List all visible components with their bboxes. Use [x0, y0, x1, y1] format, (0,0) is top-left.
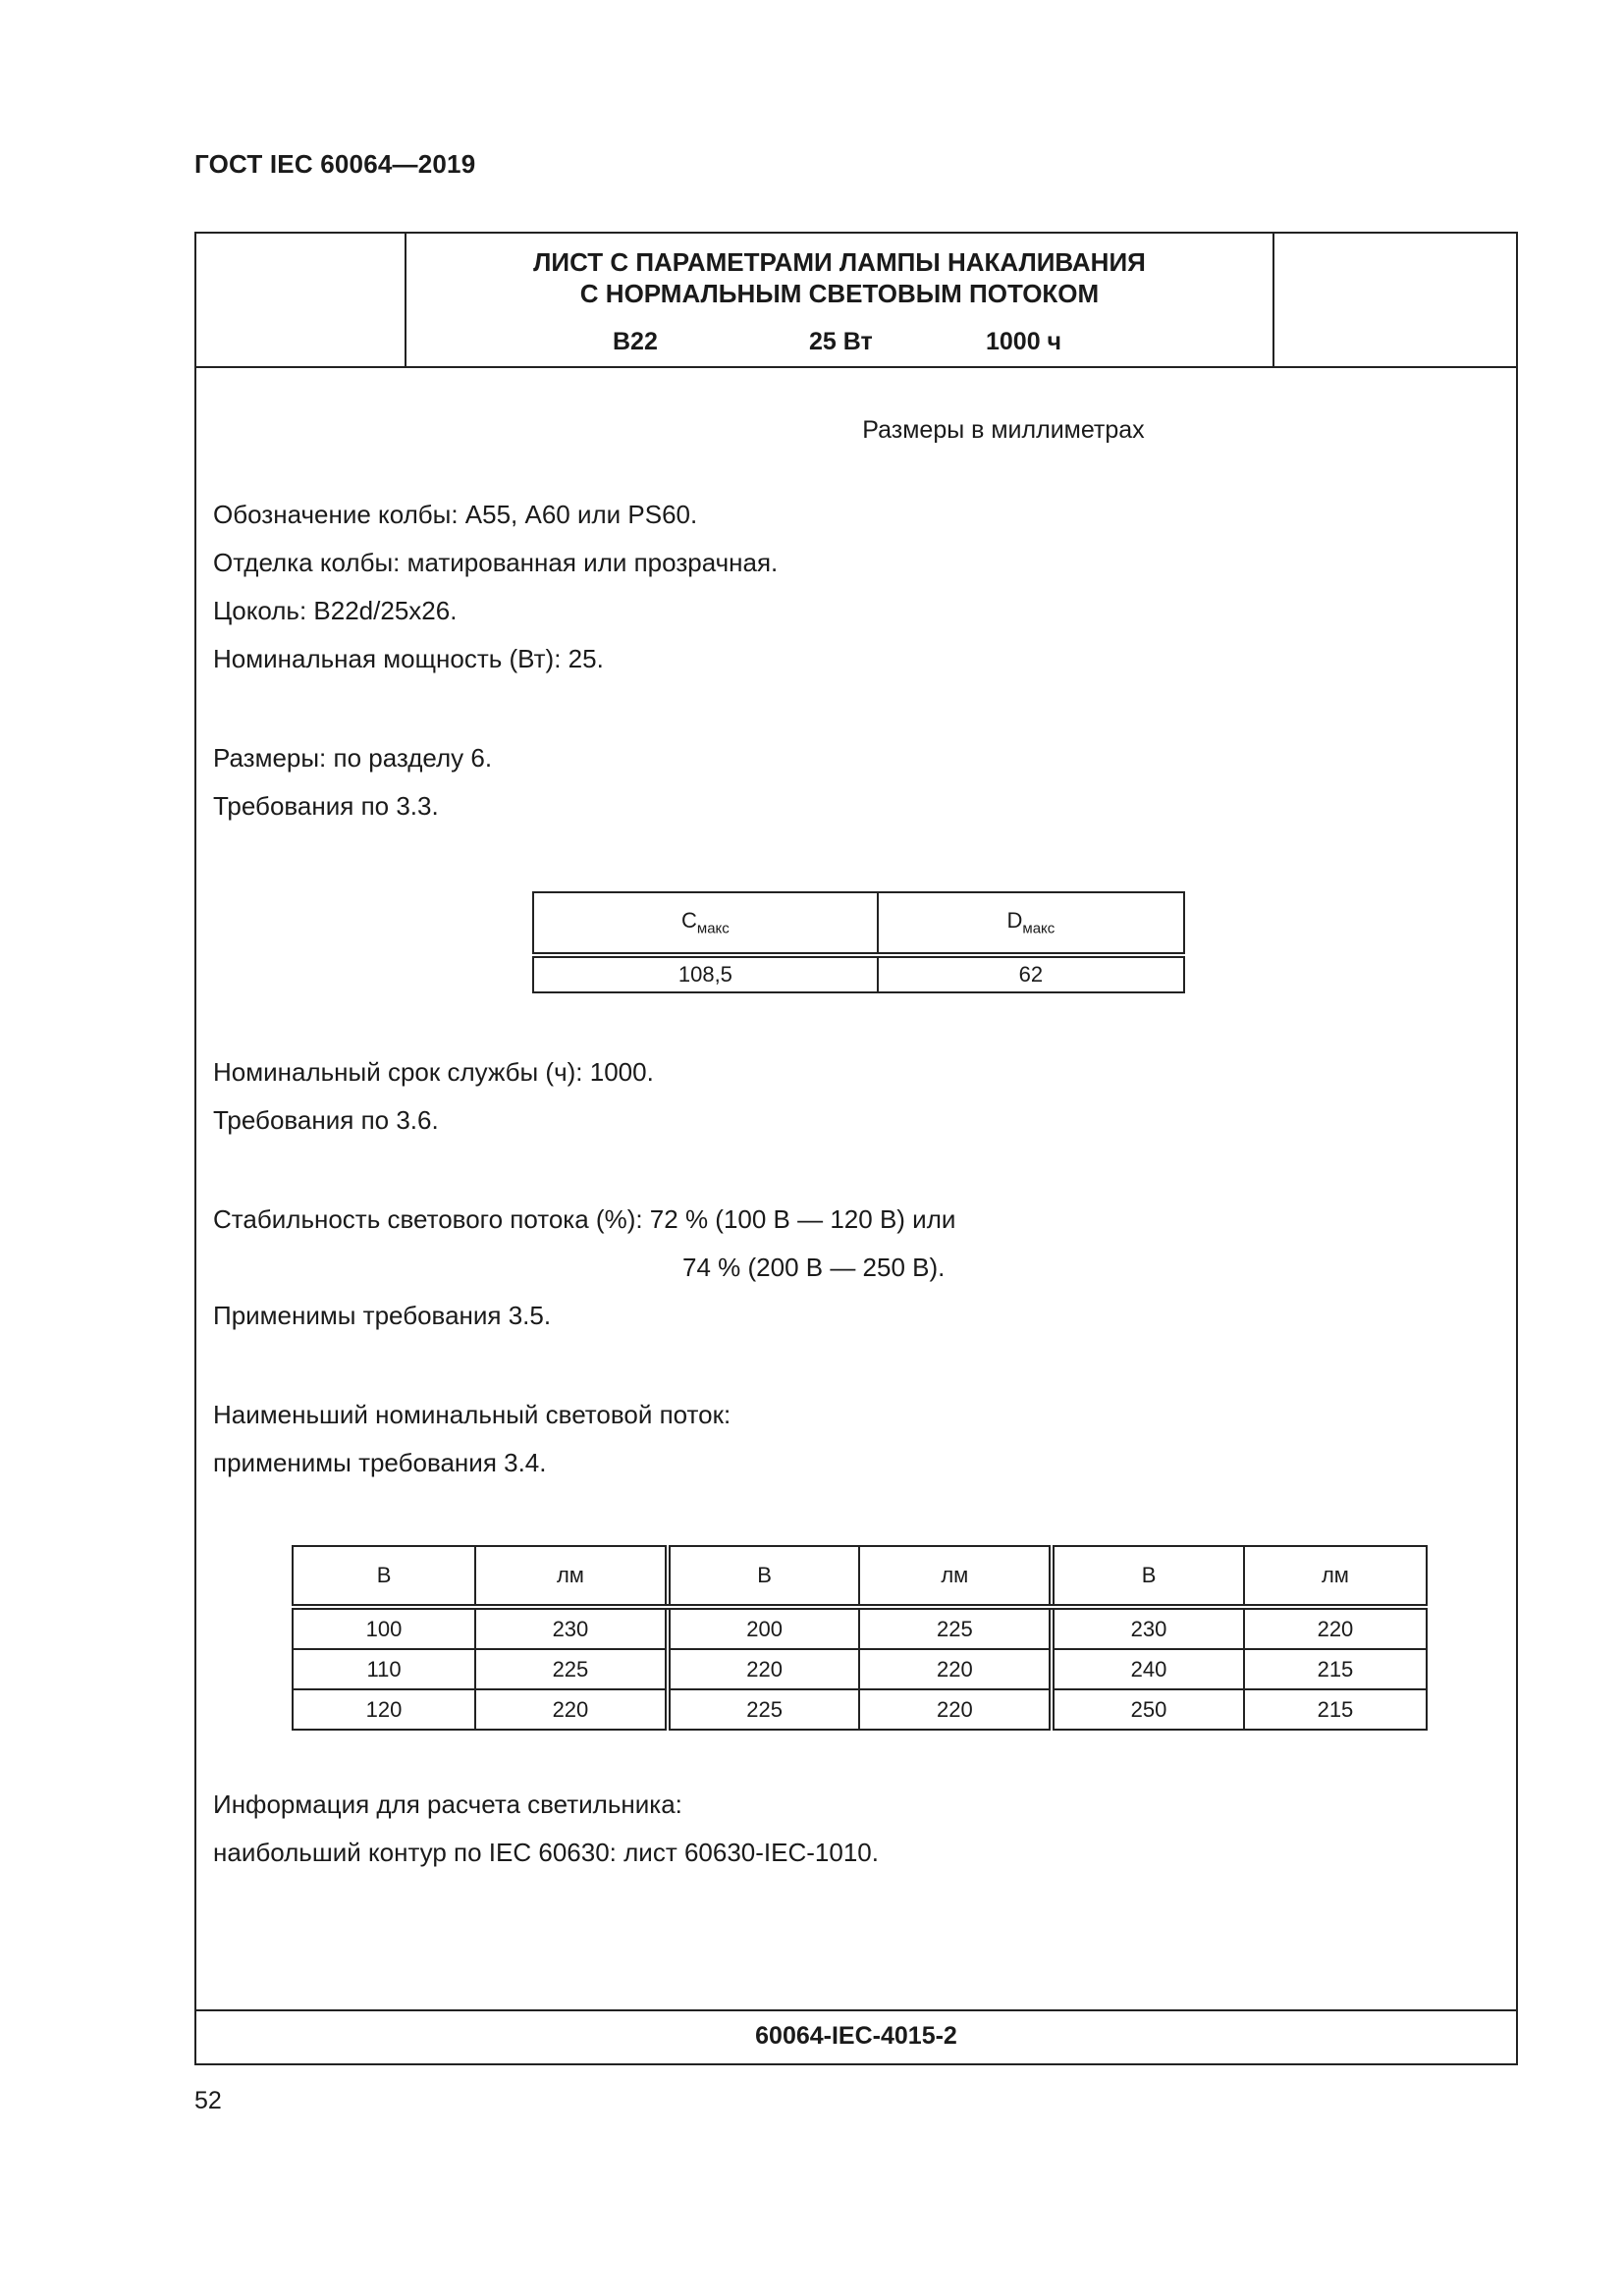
life-requirements: Требования по 3.6. — [213, 1105, 439, 1135]
table-cell: 225 — [668, 1689, 860, 1730]
table-row — [293, 1607, 1427, 1649]
table-cell: 230 — [1052, 1607, 1244, 1649]
dimensions-ref: Размеры: по разделу 6. — [213, 743, 493, 773]
table-cell: 200 — [668, 1607, 860, 1649]
table-cell: 240 — [1052, 1649, 1244, 1689]
rated-power: Номинальная мощность (Вт): 25. — [213, 644, 604, 673]
table-row — [293, 1689, 1427, 1730]
table-row — [533, 955, 1184, 992]
parameter-sheet-frame — [194, 232, 1518, 2065]
d-max-header: $D_{макс}$ — [878, 892, 1184, 955]
max-outline-ref: наибольший контур по IEC 60630: лист 60630-IEC-1010. — [213, 1838, 879, 1867]
rated-life-text: Номинальный срок службы (ч): 1000. — [213, 1057, 654, 1087]
table-cell: 110 — [293, 1649, 475, 1689]
table-cell: 230 — [475, 1607, 668, 1649]
document-header: ГОСТ IEC 60064—2019 — [194, 149, 476, 179]
voltage-header: В — [668, 1546, 860, 1607]
table-cell: 220 — [859, 1649, 1052, 1689]
c-max-header: $C_{макс}$ — [533, 892, 878, 955]
min-luminous-flux: Наименьший номинальный световой поток: — [213, 1400, 731, 1429]
units-note: Размеры в миллиметрах — [862, 416, 1145, 444]
dimensions-requirements: Требования по 3.3. — [213, 791, 439, 821]
voltage-header: В — [1052, 1546, 1244, 1607]
lumen-header: лм — [475, 1546, 668, 1607]
table-cell: 220 — [859, 1689, 1052, 1730]
luminous-flux-table — [292, 1545, 1428, 1731]
rated-wattage: 25 Вт — [809, 328, 873, 355]
lumen-requirements: Применимы требования 3.5. — [213, 1301, 552, 1330]
table-cell: 220 — [668, 1649, 860, 1689]
title-parameters — [406, 328, 1272, 357]
title-block — [196, 234, 1516, 368]
table-cell: 225 — [859, 1607, 1052, 1649]
cap-type: B22 — [613, 328, 658, 355]
lumen-maintenance-cont: 74 % (200 В — 250 В). — [682, 1253, 946, 1282]
title-right-cell — [1272, 234, 1516, 366]
table-cell: 100 — [293, 1607, 475, 1649]
table-cell: 225 — [475, 1649, 668, 1689]
sheet-code-footer: 60064-IEC-4015-2 — [196, 2009, 1516, 2063]
lumen-header: лм — [1244, 1546, 1427, 1607]
c-max-value: 108,5 — [533, 955, 878, 992]
table-cell: 120 — [293, 1689, 475, 1730]
luminaire-info: Информация для расчета светильника: — [213, 1789, 682, 1819]
table-cell: 250 — [1052, 1689, 1244, 1730]
bulb-finish: Отделка колбы: матированная или прозрачная. — [213, 548, 779, 577]
table-cell: 220 — [475, 1689, 668, 1730]
rated-life: 1000 ч — [986, 328, 1062, 355]
table-cell: 220 — [1244, 1607, 1427, 1649]
cap-spec: Цоколь: B22d/25x26. — [213, 596, 458, 625]
voltage-header: В — [293, 1546, 475, 1607]
lumen-maintenance: Стабильность светового потока (%): 72 % (100 В — 120 В) или — [213, 1204, 956, 1234]
table-header-row — [293, 1546, 1427, 1607]
d-max-value: 62 — [878, 955, 1184, 992]
dimensions-table — [532, 891, 1185, 993]
title-left-cell — [196, 234, 406, 366]
title-center-cell — [406, 234, 1272, 366]
table-cell: 215 — [1244, 1649, 1427, 1689]
sheet-title-line-2: С НОРМАЛЬНЫМ СВЕТОВЫМ ПОТОКОМ — [579, 279, 1100, 308]
page-number: 52 — [194, 2087, 222, 2114]
table-row — [293, 1649, 1427, 1689]
table-cell: 215 — [1244, 1689, 1427, 1730]
lumen-header: лм — [859, 1546, 1052, 1607]
bulb-designation: Обозначение колбы: А55, А60 или PS60. — [213, 500, 698, 529]
table-header-row — [533, 892, 1184, 955]
flux-requirements: применимы требования 3.4. — [213, 1448, 547, 1477]
sheet-title-line-1: ЛИСТ С ПАРАМЕТРАМИ ЛАМПЫ НАКАЛИВАНИЯ — [533, 247, 1146, 277]
